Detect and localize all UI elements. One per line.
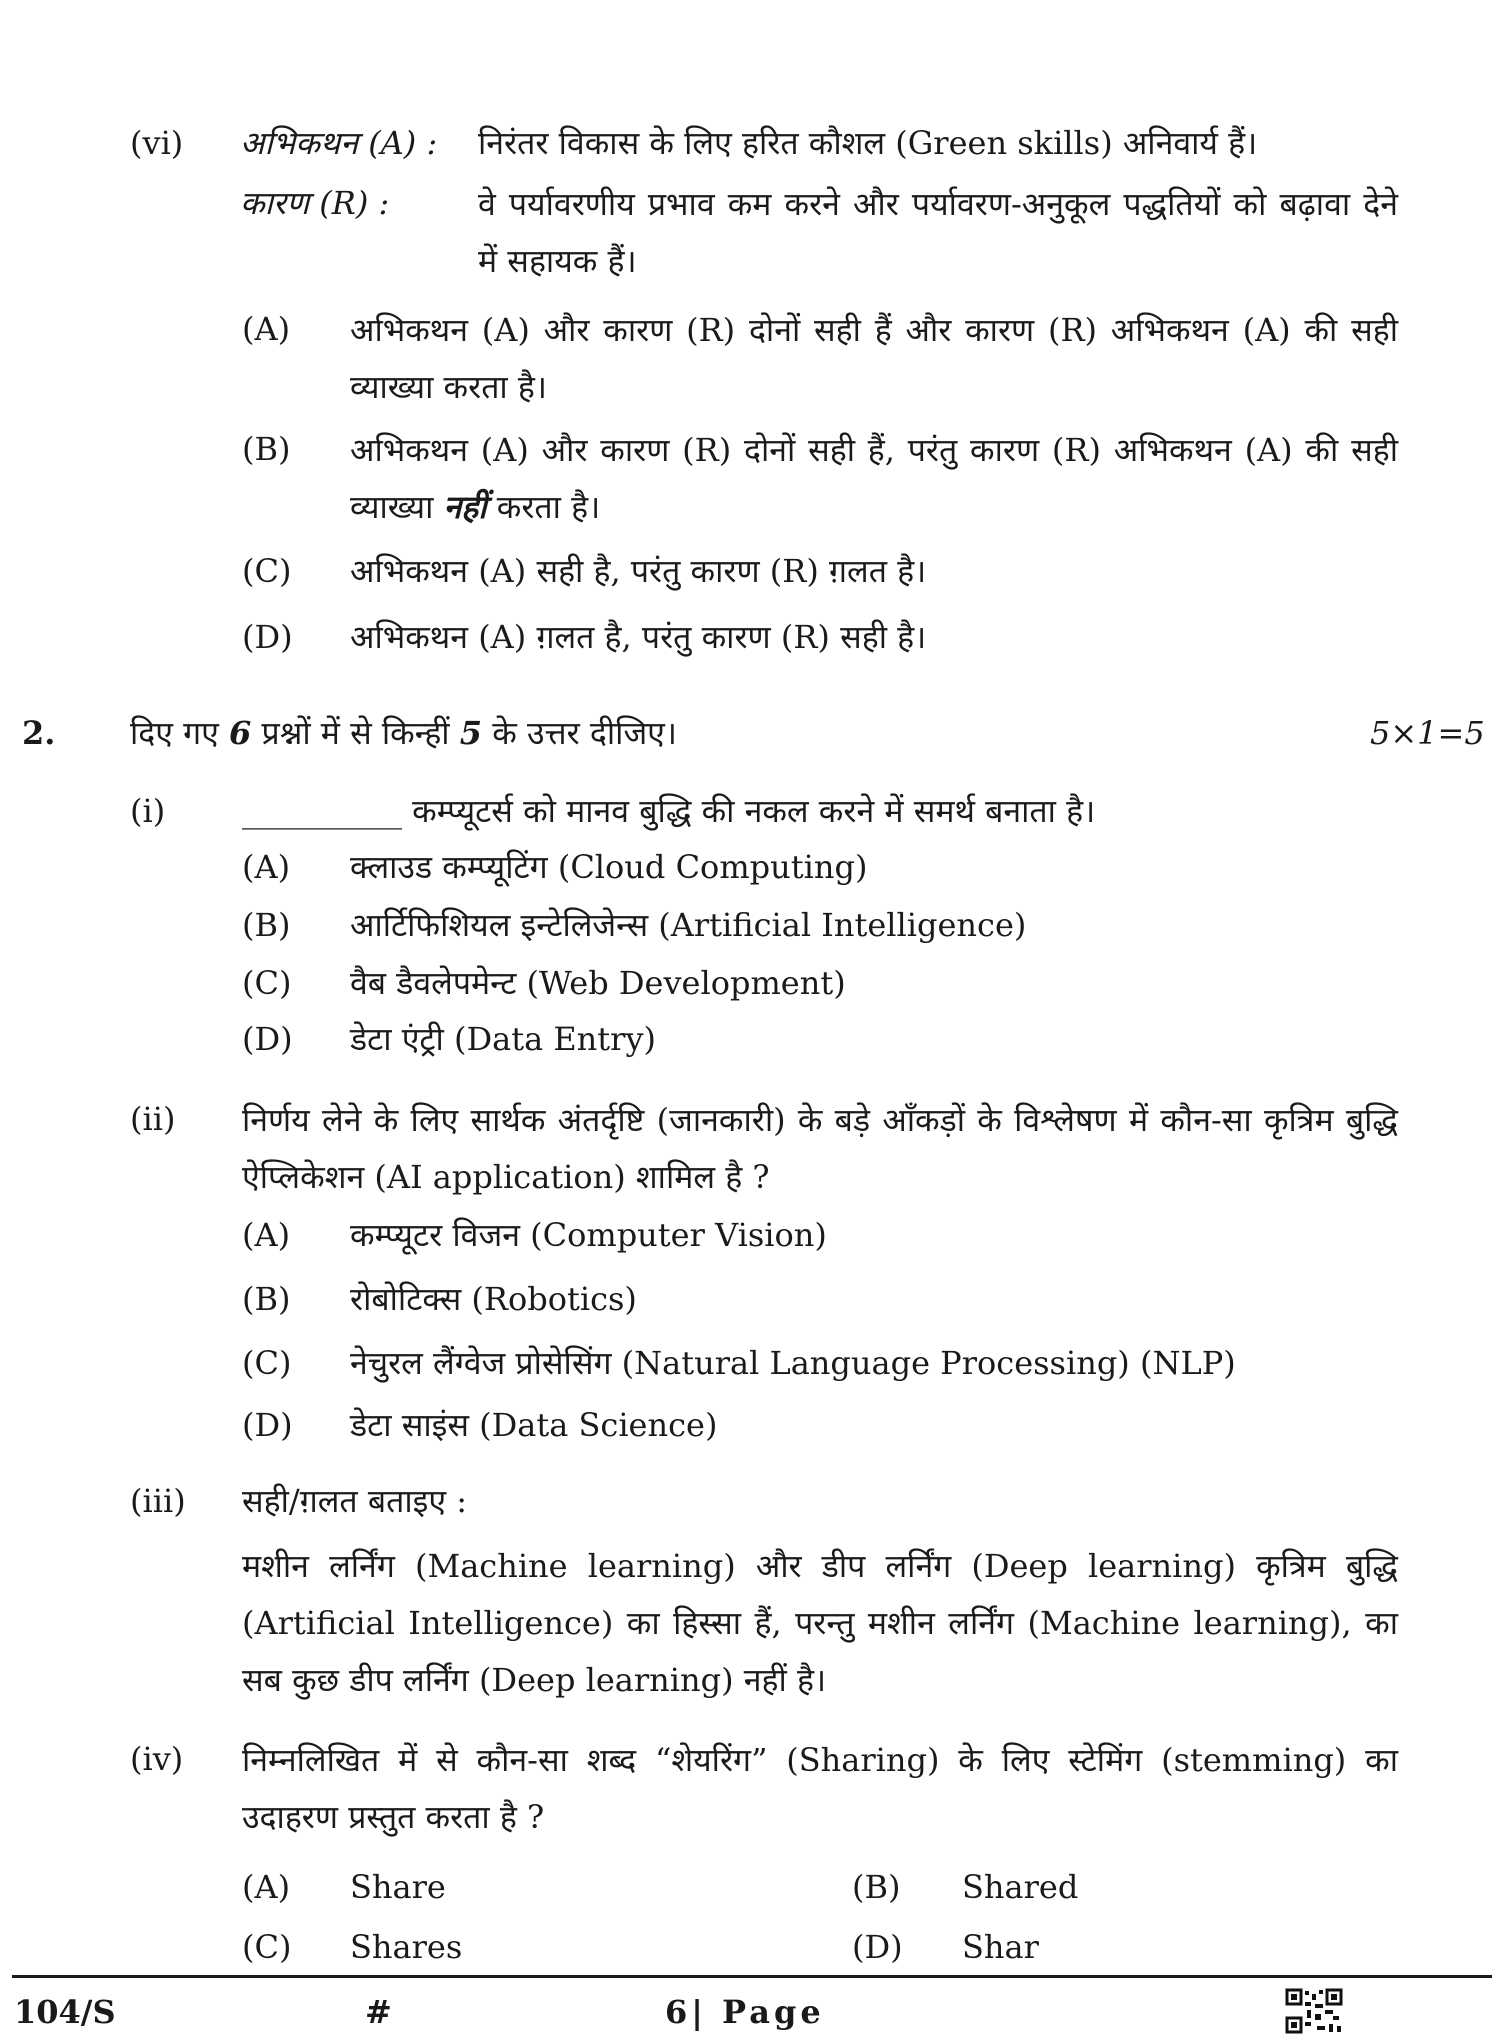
option-label: (B): [242, 430, 291, 468]
question-heading: सही/ग़लत बताइए :: [242, 1482, 467, 1520]
question-text: निम्नलिखित में से कौन-सा शब्द “शेयरिंग” (Sharing) के लिए स्टेमिंग (stemming) का उदाहरण प्रस्तुत करता है ?: [242, 1741, 1398, 1836]
question-text: मशीन लर्निंग (Machine learning) और डीप लर्निंग (Deep learning) कृत्रिम बुद्धि (Artificial Intelligence) का हिस्सा हैं, परन्तु मशीन लर्निंग (Machine learning), का सब कुछ डीप लर्निंग (Deep learning) नहीं है।: [242, 1547, 1398, 1699]
option-label: (C): [242, 552, 292, 590]
question-number: 2.: [22, 714, 56, 752]
question-number: (vi): [130, 124, 184, 162]
page-number: 6| Page: [665, 1993, 825, 2031]
question-text: निर्णय लेने के लिए सार्थक अंतर्दृष्टि (जानकारी) के बड़े आँकड़ों के विश्लेषण में कौन-सा कृत्रिम बुद्धि ऐप्लिकेशन (AI application) शामिल है ?: [242, 1101, 1398, 1196]
option-label: (D): [242, 1020, 293, 1058]
option-text: Shared: [962, 1868, 1079, 1906]
option-label: (D): [852, 1928, 903, 1966]
option-text: अभिकथन (A) और कारण (R) दोनों सही हैं, परंतु कारण (R) अभिकथन (A) की सही व्याख्या नहीं करता है।: [350, 431, 1398, 526]
marks: 5×1=5: [1370, 714, 1485, 752]
option-text: डेटा एंट्री (Data Entry): [350, 1020, 657, 1058]
hash-mark: #: [365, 1993, 392, 2031]
option-label: (A): [242, 1216, 291, 1254]
option-label: (B): [852, 1868, 901, 1906]
answer-blank: __________: [242, 792, 402, 830]
option-label: (D): [242, 1406, 293, 1444]
option-label: (A): [242, 1868, 291, 1906]
option-text: अभिकथन (A) सही है, परंतु कारण (R) ग़लत है।: [350, 552, 927, 590]
emphasis-not: नहीं: [443, 488, 487, 526]
question-number: (ii): [130, 1100, 176, 1138]
reason-label: कारण (R) :: [240, 184, 390, 222]
paper-code: 104/S: [14, 1993, 116, 2031]
option-text: कम्प्यूटर विजन (Computer Vision): [350, 1216, 827, 1254]
option-text: वैब डैवलेपमेन्ट (Web Development): [350, 964, 846, 1002]
option-label: (B): [242, 1280, 291, 1318]
option-label: (C): [242, 1344, 292, 1382]
assertion-text: निरंतर विकास के लिए हरित कौशल (Green skills) अनिवार्य हैं।: [478, 124, 1258, 162]
option-text: Share: [350, 1868, 446, 1906]
qr-code-icon: [1285, 1988, 1343, 2034]
question-text: __________ कम्प्यूटर्स को मानव बुद्धि की नकल करने में समर्थ बनाता है।: [242, 792, 1096, 830]
option-label: (A): [242, 848, 291, 886]
question-number: (iv): [130, 1740, 184, 1778]
option-text: अभिकथन (A) और कारण (R) दोनों सही हैं और कारण (R) अभिकथन (A) की सही व्याख्या करता है।: [350, 311, 1398, 406]
question-instruction: दिए गए 6 प्रश्नों में से किन्हीं 5 के उत्तर दीजिए।: [130, 714, 678, 752]
option-text: Shares: [350, 1928, 463, 1966]
option-text: Shar: [962, 1928, 1039, 1966]
question-number: (i): [130, 792, 166, 830]
option-text: डेटा साइंस (Data Science): [350, 1406, 718, 1444]
footer-divider: [12, 1975, 1492, 1978]
assertion-label: अभिकथन (A) :: [240, 124, 438, 162]
option-text: रोबोटिक्स (Robotics): [350, 1280, 637, 1318]
option-text: अभिकथन (A) ग़लत है, परंतु कारण (R) सही है।: [350, 618, 927, 656]
option-label: (A): [242, 310, 291, 348]
option-text: नेचुरल लैंग्वेज प्रोसेसिंग (Natural Language Processing) (NLP): [350, 1344, 1236, 1382]
option-label: (C): [242, 1928, 292, 1966]
option-text: आर्टिफिशियल इन्टेलिजेन्स (Artificial Intelligence): [350, 906, 1027, 944]
question-number: (iii): [130, 1482, 186, 1520]
option-label: (D): [242, 618, 293, 656]
option-label: (B): [242, 906, 291, 944]
reason-text: वे पर्यावरणीय प्रभाव कम करने और पर्यावरण-अनुकूल पद्धतियों को बढ़ावा देने में सहायक हैं।: [478, 185, 1398, 280]
option-label: (C): [242, 964, 292, 1002]
option-text: क्लाउड कम्प्यूटिंग (Cloud Computing): [350, 848, 868, 886]
